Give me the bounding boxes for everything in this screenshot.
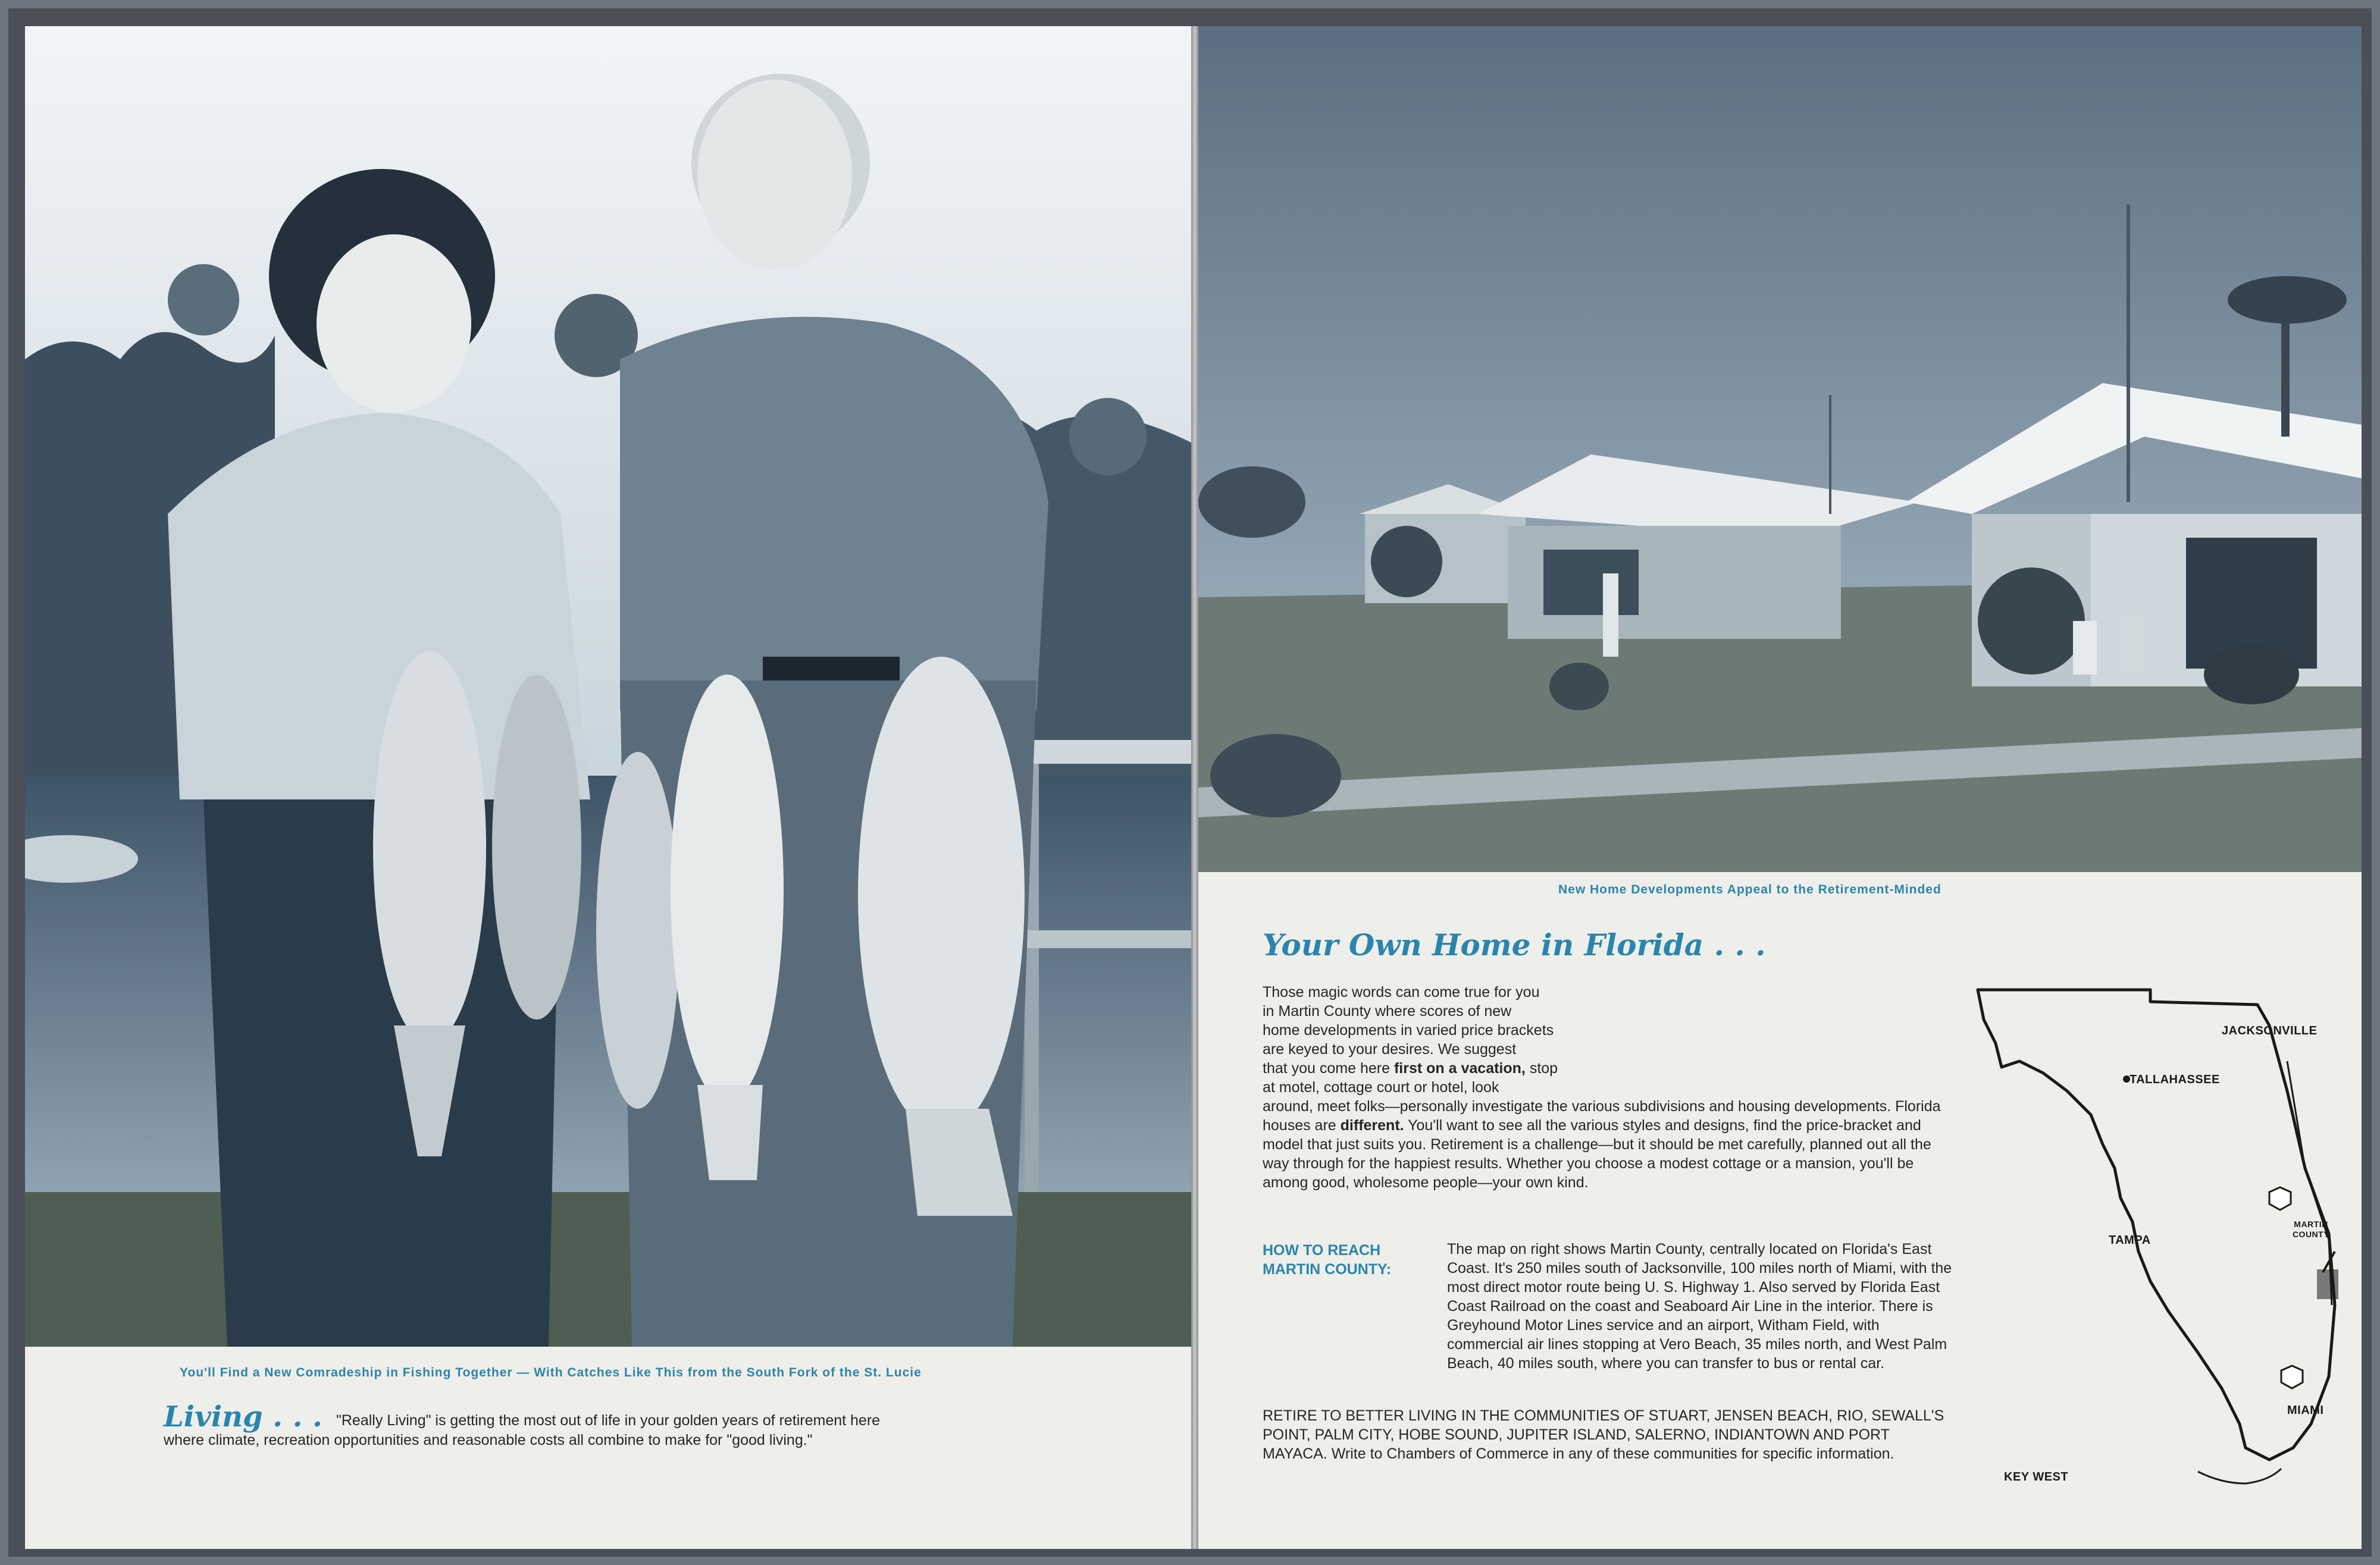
intro-line: [1263, 1059, 1631, 1078]
intro-line: are keyed to your desires. We suggest: [1263, 1041, 1517, 1058]
tampa-label: TAMPA: [2109, 1234, 2151, 1247]
intro-emphasis: different.: [1340, 1117, 1404, 1134]
home-heading: Your Own Home in Florida . . .: [1263, 927, 1766, 962]
intro-line-part: that you come here: [1263, 1060, 1391, 1077]
intro-line: at motel, cottage court or hotel, look: [1263, 1079, 1499, 1096]
key-west-label: KEY WEST: [2004, 1470, 2069, 1484]
living-heading: Living . . .: [164, 1400, 322, 1434]
how-to-reach-section: [1263, 1240, 1953, 1373]
intro-line: home developments in varied price brackets: [1263, 1022, 1554, 1039]
home-photo-caption: New Home Developments Appeal to the Retirement-Minded: [1558, 883, 1941, 896]
intro-line: in Martin County where scores of new: [1263, 1003, 1512, 1020]
home-development-photo: [1198, 26, 2362, 872]
right-page: [1198, 26, 2362, 1549]
fishing-couple-photo: [25, 26, 1191, 1347]
left-page: [25, 26, 1191, 1549]
living-paragraph: [164, 1411, 884, 1450]
martin-county-label: MARTIN COUNTY: [2292, 1219, 2330, 1239]
intro-line-part: You'll want to see all the various styles and designs, find the price-bracket and model that just suits you. Retirement is a challenge—but it should be met carefully, planned out all the way through for the happiest results. Whether you choose a modest cottage or a mansion, you'll be among good, wholesome people—your own kind.: [1263, 1117, 1931, 1191]
intro-continued: [1263, 1097, 1953, 1192]
tallahassee-label: TALLAHASSEE: [2130, 1073, 2220, 1086]
living-text: "Really Living" is getting the most out of life in your golden years of retirement here where climate, recreation opportunities and reasonable costs all combine to make for "good living.": [164, 1412, 881, 1448]
fishing-photo-caption: You'll Find a New Comradeship in Fishing Together — With Catches Like This from the South Fork of the St. Lucie: [180, 1366, 922, 1379]
miami-label: MIAMI: [2287, 1404, 2324, 1417]
intro-line: Those magic words can come true for you: [1263, 984, 1540, 1001]
how-to-reach-label: HOW TO REACH MARTIN COUNTY:: [1263, 1242, 1392, 1278]
page-gutter: [1191, 26, 1198, 1549]
jacksonville-label: JACKSONVILLE: [2222, 1024, 2318, 1037]
intro-line-part: stop: [1529, 1060, 1558, 1077]
retire-paragraph: RETIRE TO BETTER LIVING IN THE COMMUNITIES OF STUART, JENSEN BEACH, RIO, SEWALL'S POINT, PALM CITY, HOBE SOUND, JUPITER ISLAND, SALERNO, INDIANTOWN AND PORT MAYACA. Write to Chambers of Commerce in any of these communities for specific information.: [1263, 1407, 1944, 1462]
intro-paragraph: [1263, 983, 1953, 1192]
florida-map: [1972, 972, 2341, 1519]
intro-line-part: around, meet folks—personally investigate the various subdivisions and housing developments. Florida houses are: [1263, 1098, 1941, 1134]
how-to-reach-text: The map on right shows Martin County, centrally located on Florida's East Coast. It's 250 miles south of Jacksonville, 100 miles north of Miami, with the most direct motor route being U. S. Highway 1. Also served by Florida East Coast Railroad on the coast and Seaboard Air Line in the interior. There is Greyhound Motor Lines service and an airport, Witham Field, with commercial air lines stopping at Vero Beach, 35 miles north, and West Palm Beach, 40 miles south, where you can transfer to bus or rental car.: [1447, 1241, 1952, 1372]
intro-emphasis: first on a vacation,: [1393, 1060, 1526, 1077]
brochure-spread: [8, 8, 2372, 1557]
florida-outline: [1972, 972, 2341, 1519]
